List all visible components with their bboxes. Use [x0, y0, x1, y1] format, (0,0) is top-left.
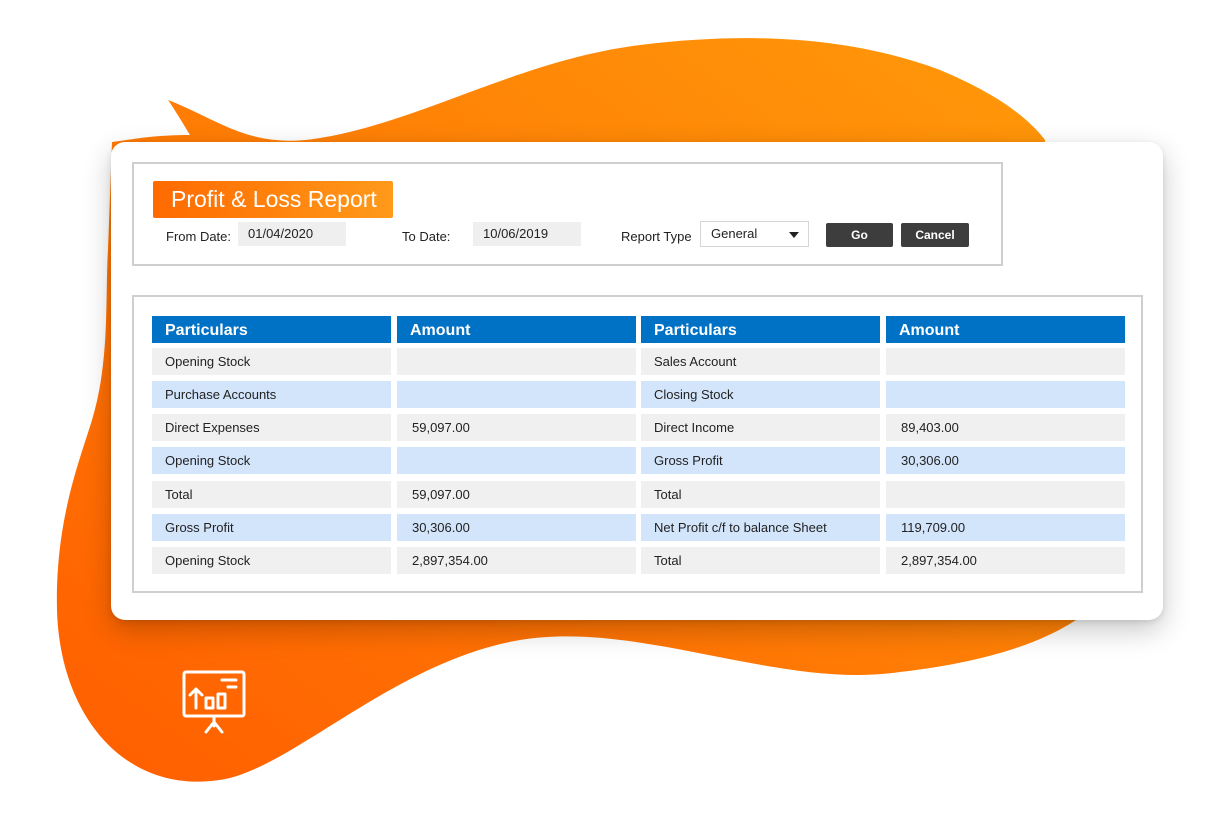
- table-cell-amount-right: 2,897,354.00: [886, 547, 1125, 574]
- table-cell-amount-right: 119,709.00: [886, 514, 1125, 541]
- table-cell-amount-right: 30,306.00: [886, 447, 1125, 474]
- table-cell-amount-left: [397, 348, 636, 375]
- page-title: Profit & Loss Report: [153, 181, 393, 218]
- column-header-particulars-right: Particulars: [641, 316, 880, 343]
- table-cell-amount-right: [886, 481, 1125, 508]
- report-type-value: General: [711, 226, 758, 241]
- presentation-board-chart-icon: [180, 668, 248, 734]
- column-header-amount-right: Amount: [886, 316, 1125, 343]
- table-cell-particulars-right: Total: [641, 481, 880, 508]
- table-cell-particulars-right: Gross Profit: [641, 447, 880, 474]
- table-cell-amount-left: 2,897,354.00: [397, 547, 636, 574]
- table-cell-particulars-right: Direct Income: [641, 414, 880, 441]
- table-cell-amount-left: 30,306.00: [397, 514, 636, 541]
- table-cell-particulars-left: Gross Profit: [152, 514, 391, 541]
- table-cell-amount-left: [397, 447, 636, 474]
- to-date-field[interactable]: 10/06/2019: [473, 222, 581, 246]
- chevron-down-icon: [789, 232, 799, 238]
- report-filter-panel: [132, 162, 1003, 266]
- go-button[interactable]: Go: [826, 223, 893, 247]
- report-card: [111, 142, 1163, 620]
- table-cell-particulars-left: Opening Stock: [152, 547, 391, 574]
- from-date-label: From Date:: [166, 229, 232, 244]
- column-header-amount-left: Amount: [397, 316, 636, 343]
- table-cell-particulars-left: Total: [152, 481, 391, 508]
- table-cell-particulars-left: Opening Stock: [152, 348, 391, 375]
- table-cell-amount-right: [886, 348, 1125, 375]
- table-cell-particulars-left: Opening Stock: [152, 447, 391, 474]
- table-cell-amount-left: 59,097.00: [397, 414, 636, 441]
- table-cell-particulars-right: Total: [641, 547, 880, 574]
- profit-loss-table: [132, 295, 1143, 593]
- cancel-button[interactable]: Cancel: [901, 223, 969, 247]
- report-type-label: Report Type: [621, 229, 692, 244]
- table-cell-particulars-right: Sales Account: [641, 348, 880, 375]
- from-date-field[interactable]: 01/04/2020: [238, 222, 346, 246]
- table-cell-particulars-right: Net Profit c/f to balance Sheet: [641, 514, 880, 541]
- table-cell-amount-right: [886, 381, 1125, 408]
- to-date-label: To Date:: [402, 229, 451, 244]
- table-cell-particulars-left: Direct Expenses: [152, 414, 391, 441]
- report-type-select[interactable]: [700, 221, 809, 247]
- table-cell-particulars-right: Closing Stock: [641, 381, 880, 408]
- column-header-particulars-left: Particulars: [152, 316, 391, 343]
- table-cell-amount-right: 89,403.00: [886, 414, 1125, 441]
- table-cell-amount-left: 59,097.00: [397, 481, 636, 508]
- table-cell-particulars-left: Purchase Accounts: [152, 381, 391, 408]
- table-cell-amount-left: [397, 381, 636, 408]
